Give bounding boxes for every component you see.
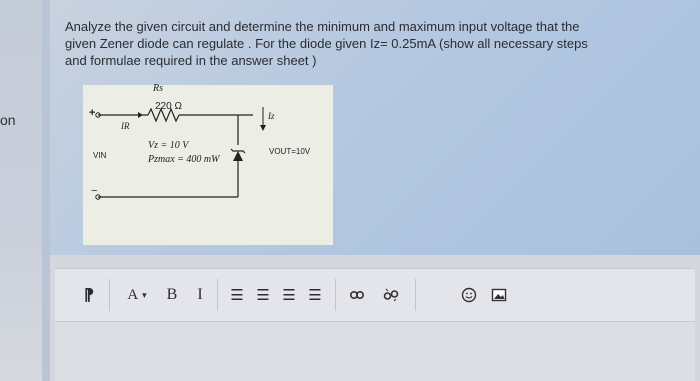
minus-terminal: − <box>91 185 98 197</box>
italic-button[interactable]: I <box>197 286 203 303</box>
bold-button[interactable]: B <box>166 286 178 303</box>
align-center-icon[interactable]: ☰ <box>282 287 296 304</box>
align-justify-icon[interactable]: ☰ <box>308 287 322 304</box>
editor-toolbar <box>55 268 695 322</box>
question-line-1: Analyze the given circuit and determine the minimum and maximum input voltage that the <box>65 19 580 34</box>
bullet-list-icon[interactable]: ☰ <box>230 287 244 304</box>
sidebar-fragment: on <box>0 112 16 128</box>
question-text <box>65 18 685 69</box>
rs-value: 220 Ω <box>155 101 182 112</box>
pz-label: Pzmax = 400 mW <box>148 154 220 165</box>
question-line-2: given Zener diode can regulate . For the diode given Iz= 0.25mA (show all necessary steps <box>65 36 588 51</box>
iz-label: Iz <box>268 111 275 121</box>
circuit-wires <box>83 85 333 245</box>
plus-terminal: + <box>89 107 96 119</box>
vout-label: VOUT=10V <box>269 147 311 156</box>
toolbar-separator <box>415 279 416 311</box>
question-line-3: and formulae required in the answer sheet ) <box>65 53 317 68</box>
left-gutter <box>0 0 42 381</box>
numbered-list-icon[interactable]: ☰ <box>256 287 270 304</box>
rs-label: Rs <box>153 83 163 94</box>
vz-label: Vz = 10 V <box>148 140 189 151</box>
unlink-icon[interactable] <box>379 269 403 321</box>
toolbar-separator <box>335 279 336 311</box>
emoji-icon[interactable] <box>457 269 481 321</box>
vin-label: VIN <box>93 151 107 160</box>
text-direction-icon[interactable]: ⁋ <box>83 287 95 304</box>
circuit-diagram <box>83 85 333 245</box>
font-color-button[interactable]: A ▾ <box>127 286 147 303</box>
link-icon[interactable] <box>345 269 369 321</box>
image-icon[interactable] <box>487 269 511 321</box>
ir-label: IR <box>121 121 130 131</box>
answer-editor[interactable] <box>55 322 695 381</box>
toolbar-separator <box>109 279 110 311</box>
toolbar-separator <box>217 279 218 311</box>
